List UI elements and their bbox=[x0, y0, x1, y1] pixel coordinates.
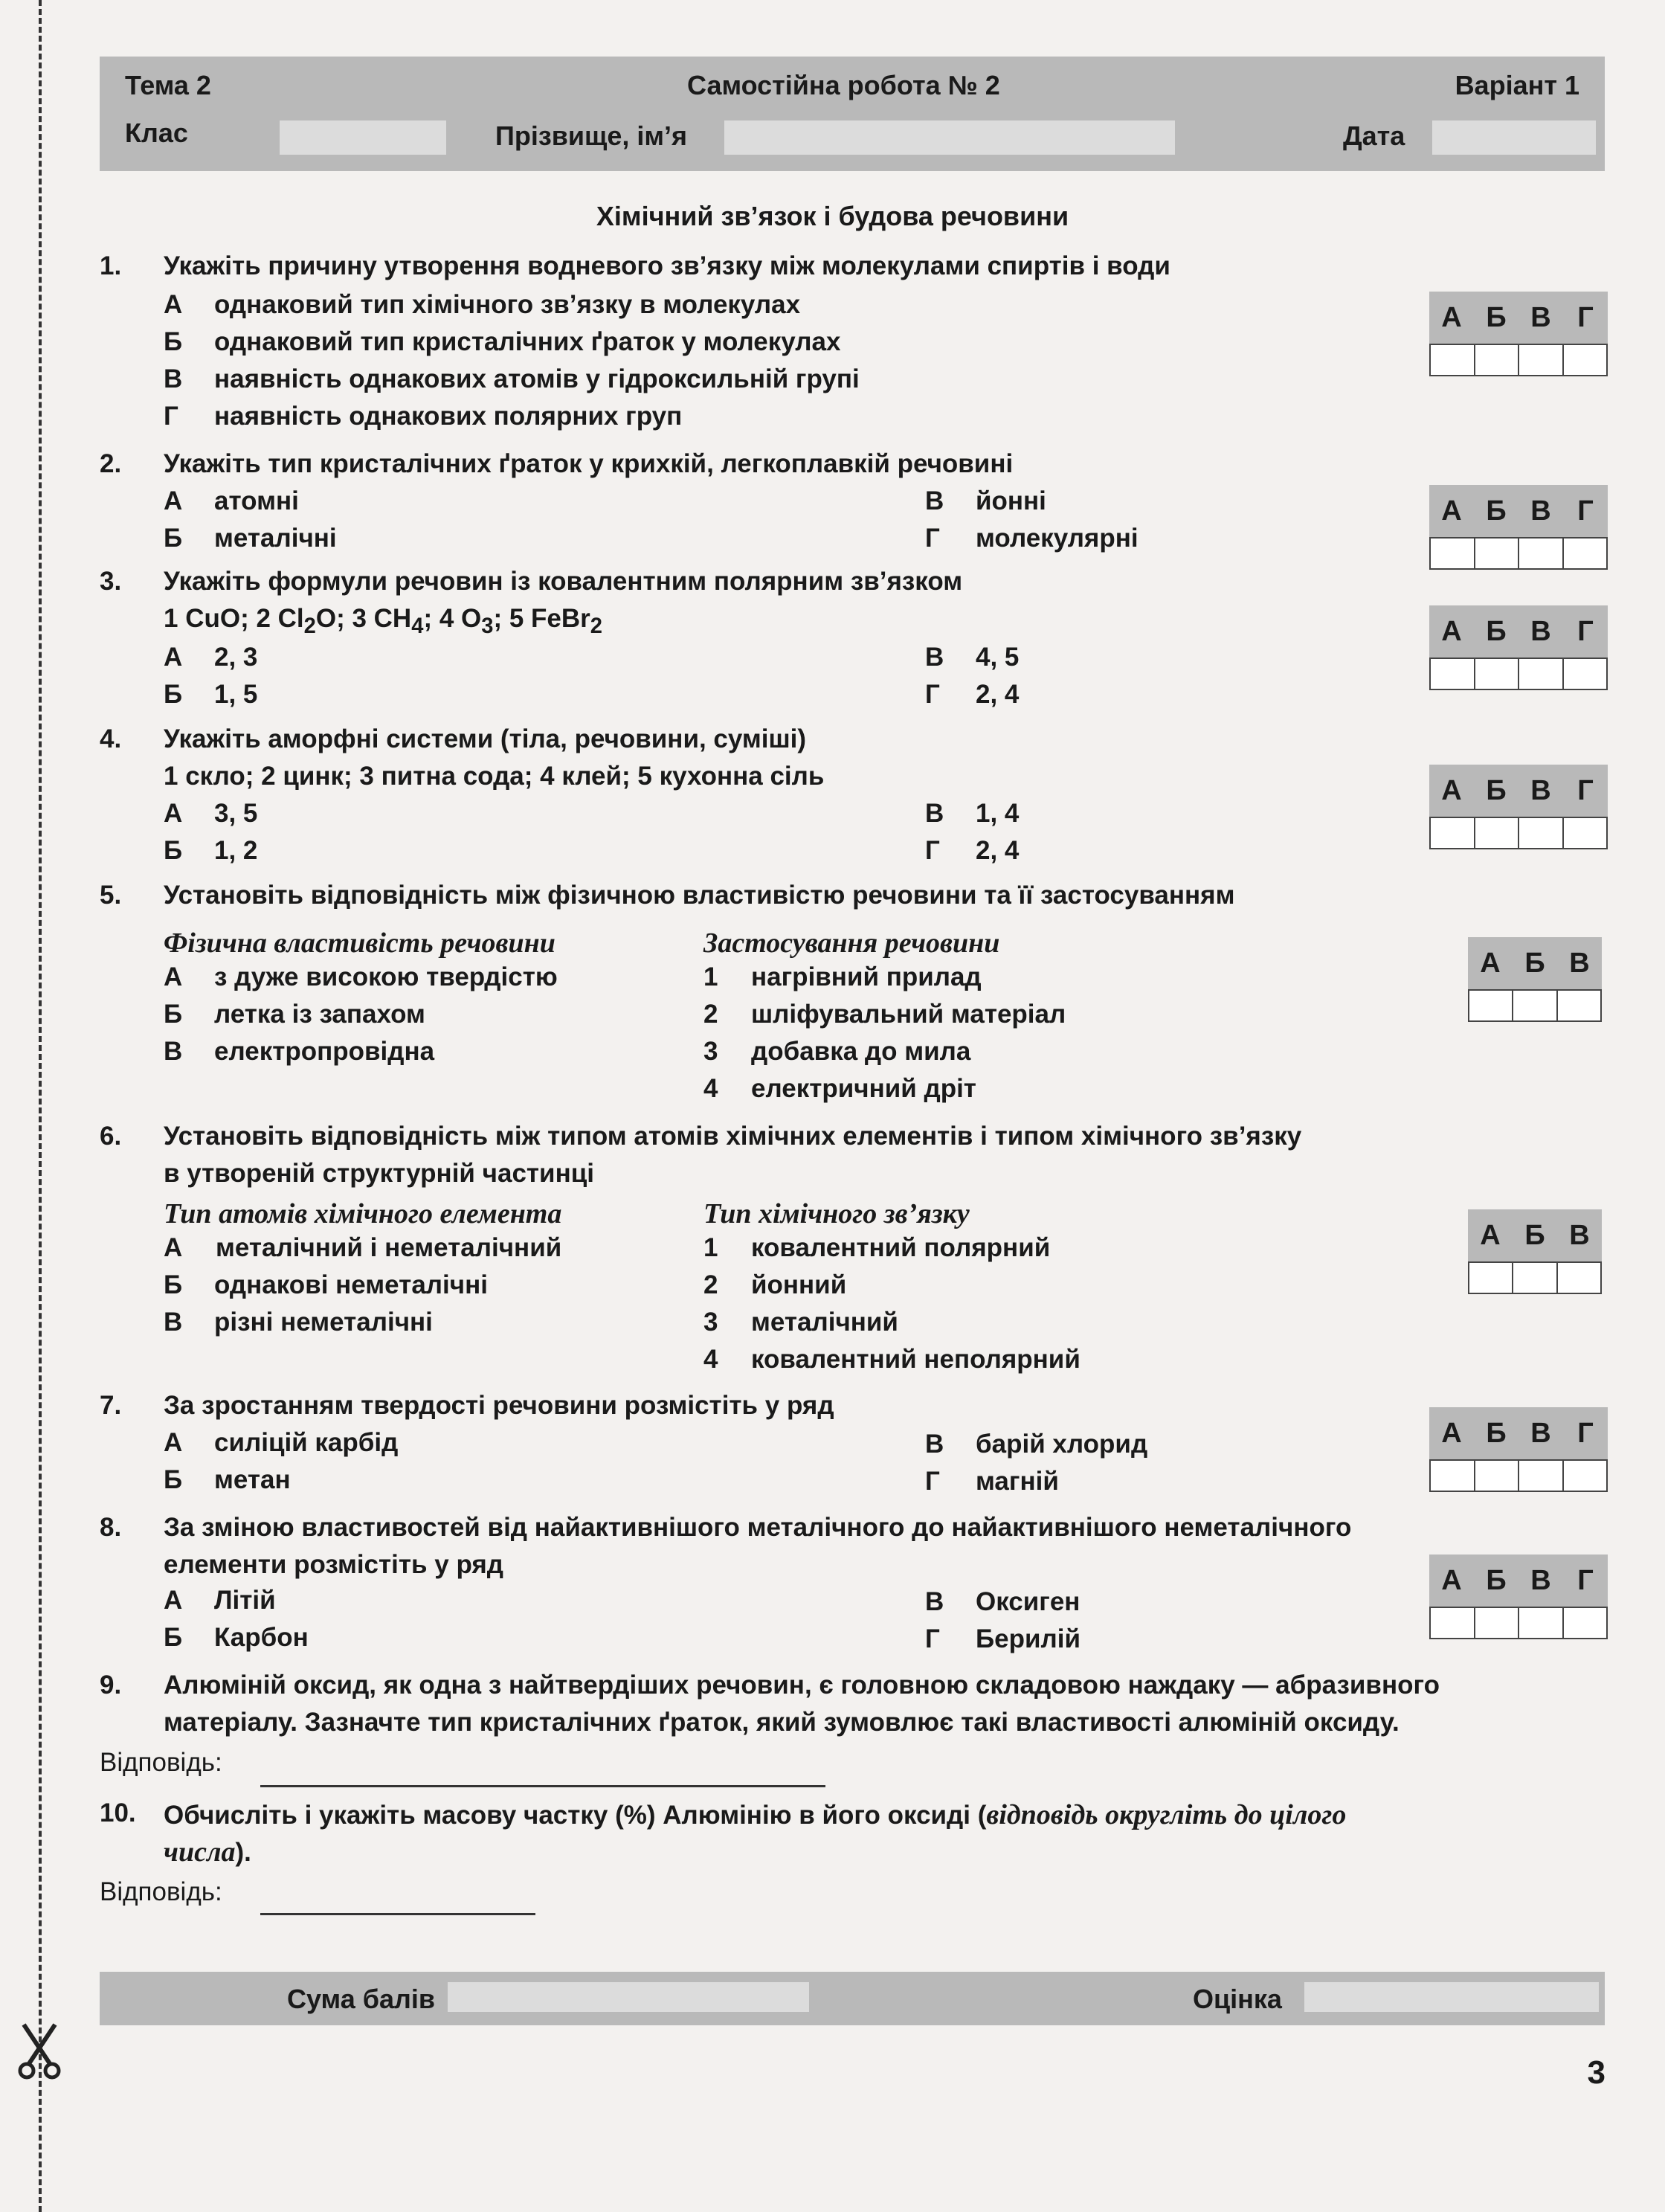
q2-option-text: молекулярні bbox=[976, 524, 1139, 553]
q6-right-number: 3 bbox=[703, 1308, 718, 1337]
scissors-icon bbox=[13, 2022, 65, 2081]
grid-letter: Б bbox=[1524, 1220, 1545, 1251]
q2-text: Укажіть тип кристалічних ґраток у крихкій, легкоплавкій речовині bbox=[164, 449, 1014, 478]
q5-right-heading: Застосування речовини bbox=[703, 927, 1000, 959]
q3-option-text: 2, 3 bbox=[214, 643, 258, 672]
topic-label: Тема 2 bbox=[125, 70, 211, 100]
grid-letter: В bbox=[1530, 1565, 1551, 1596]
grid-letter: Б bbox=[1486, 616, 1507, 647]
answer-cell[interactable] bbox=[1558, 991, 1600, 1020]
grid-letter: В bbox=[1530, 495, 1551, 527]
answer-cell[interactable] bbox=[1519, 1461, 1564, 1491]
q3-text: Укажіть формули речовин із ковалентним полярним зв’язком bbox=[164, 567, 963, 596]
q7-option-text: магній bbox=[976, 1467, 1059, 1496]
q4-option-text: 1, 4 bbox=[976, 799, 1020, 828]
answer-cell[interactable] bbox=[1519, 659, 1564, 689]
q6-text-line2: в утвореній структурній частинці bbox=[164, 1159, 594, 1188]
q5-right-number: 3 bbox=[703, 1037, 718, 1066]
q8-option-letter: А bbox=[164, 1586, 183, 1615]
q6-text: Установіть відповідність між типом атомів хімічних елементів і типом хімічного зв’язку bbox=[164, 1122, 1302, 1151]
q7-option-letter: Б bbox=[164, 1465, 183, 1494]
q10-number: 10. bbox=[100, 1798, 136, 1827]
answer-cell[interactable] bbox=[1519, 1608, 1564, 1638]
q8-text-line2: елементи розмістіть у ряд bbox=[164, 1550, 504, 1579]
q1-option-text: однаковий тип кристалічних ґраток у молекулах bbox=[214, 327, 841, 356]
q1-option-text: наявність однакових полярних груп bbox=[214, 402, 683, 431]
q3-option-letter: Г bbox=[925, 680, 940, 709]
q3-option-letter: В bbox=[925, 643, 944, 672]
q5-left-heading: Фізична властивість речовини bbox=[164, 927, 555, 959]
q1-option-letter: В bbox=[164, 364, 183, 393]
q5-left-text: летка із запахом bbox=[214, 1000, 425, 1029]
page-title: Хімічний зв’язок і будова речовини bbox=[596, 201, 1069, 231]
q5-left-text: електропровідна bbox=[214, 1037, 435, 1066]
answer-cell[interactable] bbox=[1475, 1461, 1520, 1491]
grade-field[interactable] bbox=[1304, 1982, 1599, 2012]
q4-text: Укажіть аморфні системи (тіла, речовини, суміші) bbox=[164, 724, 807, 753]
name-field[interactable] bbox=[724, 120, 1175, 155]
grid-letter: А bbox=[1441, 775, 1462, 806]
q7-option-letter: А bbox=[164, 1428, 183, 1457]
q5-text: Установіть відповідність між фізичною властивістю речовини та її застосуванням bbox=[164, 881, 1235, 910]
grid-letter: Г bbox=[1577, 775, 1594, 806]
q6-right-text: йонний bbox=[751, 1270, 847, 1299]
q7-option-letter: В bbox=[925, 1430, 944, 1459]
q1-option-letter: А bbox=[164, 290, 183, 319]
answer-cell[interactable] bbox=[1513, 1263, 1557, 1293]
answer-cell[interactable] bbox=[1475, 538, 1520, 568]
answer-cell[interactable] bbox=[1469, 991, 1513, 1020]
grid-letter: Б bbox=[1486, 302, 1507, 333]
q1-number: 1. bbox=[100, 251, 122, 280]
q4-option-letter: В bbox=[925, 799, 944, 828]
q9-number: 9. bbox=[100, 1671, 122, 1700]
class-field[interactable] bbox=[280, 120, 446, 155]
q1-option-text: наявність однакових атомів у гідроксильній групі bbox=[214, 364, 860, 393]
grid-letter: В bbox=[1530, 1418, 1551, 1449]
q8-option-letter: Г bbox=[925, 1624, 940, 1653]
q7-option-text: барій хлорид bbox=[976, 1430, 1148, 1459]
q2-option-letter: В bbox=[925, 486, 944, 515]
q2-option-text: атомні bbox=[214, 486, 299, 515]
q8-text: За зміною властивостей від найактивнішого металічного до найактивнішого неметалічного bbox=[164, 1513, 1352, 1542]
q1-option-letter: Г bbox=[164, 402, 178, 431]
q8-option-text: Літій bbox=[214, 1586, 276, 1615]
q5-right-text: добавка до мила bbox=[751, 1037, 971, 1066]
date-label: Дата bbox=[1343, 120, 1405, 151]
q6-right-text: металічний bbox=[751, 1308, 898, 1337]
q3-formula-list: 1 CuO; 2 $Cl_2O$; 3 $CH_4$; 4 $O_3$; 5 FeBr$_2$ bbox=[164, 604, 602, 638]
q5-right-text: електричний дріт bbox=[751, 1074, 976, 1103]
sum-label: Сума балів bbox=[287, 1984, 435, 2014]
q6-left-letter: Б bbox=[164, 1270, 183, 1299]
answer-cell[interactable] bbox=[1475, 345, 1520, 375]
q4-option-text: 1, 2 bbox=[214, 836, 258, 865]
q1-option-letter: Б bbox=[164, 327, 183, 356]
grid-letter: Г bbox=[1577, 1418, 1594, 1449]
grid-letter: Б bbox=[1486, 495, 1507, 527]
q3-number: 3. bbox=[100, 567, 122, 596]
q6-left-text: металічний і неметалічний bbox=[216, 1233, 562, 1262]
class-label: Клас bbox=[125, 118, 188, 148]
grid-letter: Б bbox=[1486, 1418, 1507, 1449]
q4-option-text: 2, 4 bbox=[976, 836, 1020, 865]
q4-option-letter: Б bbox=[164, 836, 183, 865]
q3-option-text: 4, 5 bbox=[976, 643, 1020, 672]
sum-field[interactable] bbox=[448, 1982, 809, 2012]
q3-option-text: 1, 5 bbox=[214, 680, 258, 709]
grid-letter: В bbox=[1569, 948, 1590, 979]
answer-cell[interactable] bbox=[1564, 818, 1607, 848]
q9-answer-label: Відповідь: bbox=[100, 1748, 222, 1777]
q4-option-letter: Г bbox=[925, 836, 940, 865]
footer-bar bbox=[100, 1972, 1605, 2025]
q5-left-letter: В bbox=[164, 1037, 183, 1066]
answer-cell[interactable] bbox=[1475, 1608, 1520, 1638]
grid-letter: А bbox=[1441, 1418, 1462, 1449]
q4-number: 4. bbox=[100, 724, 122, 753]
q9-text: Алюміній оксид, як одна з найтвердіших речовин, є головною складовою наждаку — абразивного bbox=[164, 1671, 1440, 1700]
q5-right-text: шліфувальний матеріал bbox=[751, 1000, 1066, 1029]
grid-letter: А bbox=[1441, 1565, 1462, 1596]
q2-option-text: йонні bbox=[976, 486, 1046, 515]
q6-right-text: ковалентний неполярний bbox=[751, 1345, 1081, 1374]
q6-right-number: 1 bbox=[703, 1233, 718, 1262]
answer-cell[interactable] bbox=[1564, 345, 1607, 375]
q3-option-text: 2, 4 bbox=[976, 680, 1020, 709]
name-label: Прізвище, ім’я bbox=[495, 120, 688, 151]
q1-text: Укажіть причину утворення водневого зв’язку між молекулами спиртів і води bbox=[164, 251, 1170, 280]
q10-answer-label: Відповідь: bbox=[100, 1877, 222, 1906]
q10-text-line2 bbox=[164, 1836, 251, 1868]
answer-cell[interactable] bbox=[1431, 345, 1475, 375]
work-title: Самостійна робота № 2 bbox=[687, 70, 1000, 100]
q10-italic-hint: відповідь округліть до цілого bbox=[986, 1799, 1347, 1830]
q9-answer-line[interactable] bbox=[260, 1785, 825, 1787]
grid-letter: Г bbox=[1577, 302, 1594, 333]
q7-option-letter: Г bbox=[925, 1467, 940, 1496]
q4-option-text: 3, 5 bbox=[214, 799, 258, 828]
cut-line bbox=[39, 0, 42, 2212]
q10-answer-line[interactable] bbox=[260, 1913, 535, 1915]
grid-letter: А bbox=[1441, 302, 1462, 333]
q10-italic-hint-end: числа bbox=[164, 1836, 236, 1868]
q7-option-text: силіцій карбід bbox=[214, 1428, 399, 1457]
answer-cell[interactable] bbox=[1513, 991, 1557, 1020]
q6-left-heading: Тип атомів хімічного елемента bbox=[164, 1198, 562, 1229]
answer-cell[interactable] bbox=[1519, 818, 1564, 848]
q2-option-text: металічні bbox=[214, 524, 337, 553]
grid-letter: В bbox=[1569, 1220, 1590, 1251]
q5-left-letter: А bbox=[164, 962, 183, 991]
q8-option-text: Карбон bbox=[214, 1623, 309, 1652]
q5-right-text: нагрівний прилад bbox=[751, 962, 982, 991]
answer-cell[interactable] bbox=[1431, 1608, 1475, 1638]
q8-option-letter: В bbox=[925, 1587, 944, 1616]
grade-label: Оцінка bbox=[1193, 1984, 1282, 2014]
answer-cell[interactable] bbox=[1469, 1263, 1513, 1293]
q6-number: 6. bbox=[100, 1122, 122, 1151]
q4-item-list: 1 скло; 2 цинк; 3 питна сода; 4 клей; 5 кухонна сіль bbox=[164, 762, 825, 791]
grid-letter: Б bbox=[1486, 775, 1507, 806]
grid-letter: Г bbox=[1577, 495, 1594, 527]
q2-option-letter: Г bbox=[925, 524, 940, 553]
q10-text bbox=[164, 1798, 1346, 1831]
grid-letter: А bbox=[1480, 1220, 1501, 1251]
header-bar bbox=[100, 57, 1605, 171]
q10-text-close: ). bbox=[235, 1838, 251, 1867]
date-field[interactable] bbox=[1432, 120, 1596, 155]
q6-left-text: однакові неметалічні bbox=[214, 1270, 488, 1299]
q6-left-text: різні неметалічні bbox=[214, 1308, 433, 1337]
answer-cell[interactable] bbox=[1431, 538, 1475, 568]
grid-letter: Б bbox=[1486, 1565, 1507, 1596]
grid-letter: В bbox=[1530, 775, 1551, 806]
grid-letter: А bbox=[1441, 616, 1462, 647]
answer-cell[interactable] bbox=[1431, 1461, 1475, 1491]
answer-cell[interactable] bbox=[1519, 345, 1564, 375]
variant-label: Варіант 1 bbox=[1455, 70, 1579, 100]
grid-letter: А bbox=[1441, 495, 1462, 527]
grid-letter: В bbox=[1530, 302, 1551, 333]
answer-cell[interactable] bbox=[1519, 538, 1564, 568]
q2-number: 2. bbox=[100, 449, 122, 478]
q1-option-text: однаковий тип хімічного зв’язку в молекулах bbox=[214, 290, 801, 319]
q6-left-letter: А bbox=[164, 1233, 183, 1262]
q6-right-heading: Тип хімічного зв’язку bbox=[703, 1198, 970, 1229]
answer-cell[interactable] bbox=[1558, 1263, 1600, 1293]
q8-option-letter: Б bbox=[164, 1623, 183, 1652]
answer-cell[interactable] bbox=[1431, 659, 1475, 689]
answer-cell[interactable] bbox=[1564, 538, 1607, 568]
q8-option-text: Берилій bbox=[976, 1624, 1081, 1653]
grid-letter: Б bbox=[1524, 948, 1545, 979]
q7-text: За зростанням твердості речовини розмістіть у ряд bbox=[164, 1391, 834, 1420]
q5-number: 5. bbox=[100, 881, 122, 910]
q4-option-letter: А bbox=[164, 799, 183, 828]
answer-cell[interactable] bbox=[1475, 659, 1520, 689]
q3-option-letter: А bbox=[164, 643, 183, 672]
q6-left-letter: В bbox=[164, 1308, 183, 1337]
q2-option-letter: Б bbox=[164, 524, 183, 553]
grid-letter: Г bbox=[1577, 1565, 1594, 1596]
q5-right-number: 1 bbox=[703, 962, 718, 991]
q3-option-letter: Б bbox=[164, 680, 183, 709]
q6-right-number: 2 bbox=[703, 1270, 718, 1299]
q6-right-number: 4 bbox=[703, 1345, 718, 1374]
q9-text-line2: матеріалу. Зазначте тип кристалічних ґраток, який зумовлює такі властивості алюміній оксиду. bbox=[164, 1708, 1400, 1737]
q5-left-letter: Б bbox=[164, 1000, 183, 1029]
answer-cell[interactable] bbox=[1564, 659, 1607, 689]
q7-number: 7. bbox=[100, 1391, 122, 1420]
q5-left-text: з дуже високою твердістю bbox=[214, 962, 558, 991]
answer-cell[interactable] bbox=[1564, 1461, 1607, 1491]
answer-cell[interactable] bbox=[1564, 1608, 1607, 1638]
q10-text-main: Обчисліть і укажіть масову частку (%) Алюмінію в його оксиді ( bbox=[164, 1801, 987, 1830]
q6-right-text: ковалентний полярний bbox=[751, 1233, 1051, 1262]
q5-right-number: 2 bbox=[703, 1000, 718, 1029]
q5-right-number: 4 bbox=[703, 1074, 718, 1103]
q7-option-text: метан bbox=[214, 1465, 291, 1494]
q2-option-letter: А bbox=[164, 486, 183, 515]
grid-letter: В bbox=[1530, 616, 1551, 647]
answer-cell[interactable] bbox=[1431, 818, 1475, 848]
q8-number: 8. bbox=[100, 1513, 122, 1542]
grid-letter: Г bbox=[1577, 616, 1594, 647]
page-number: 3 bbox=[1587, 2054, 1606, 2091]
q8-option-text: Оксиген bbox=[976, 1587, 1081, 1616]
grid-letter: А bbox=[1480, 948, 1501, 979]
answer-cell[interactable] bbox=[1475, 818, 1520, 848]
